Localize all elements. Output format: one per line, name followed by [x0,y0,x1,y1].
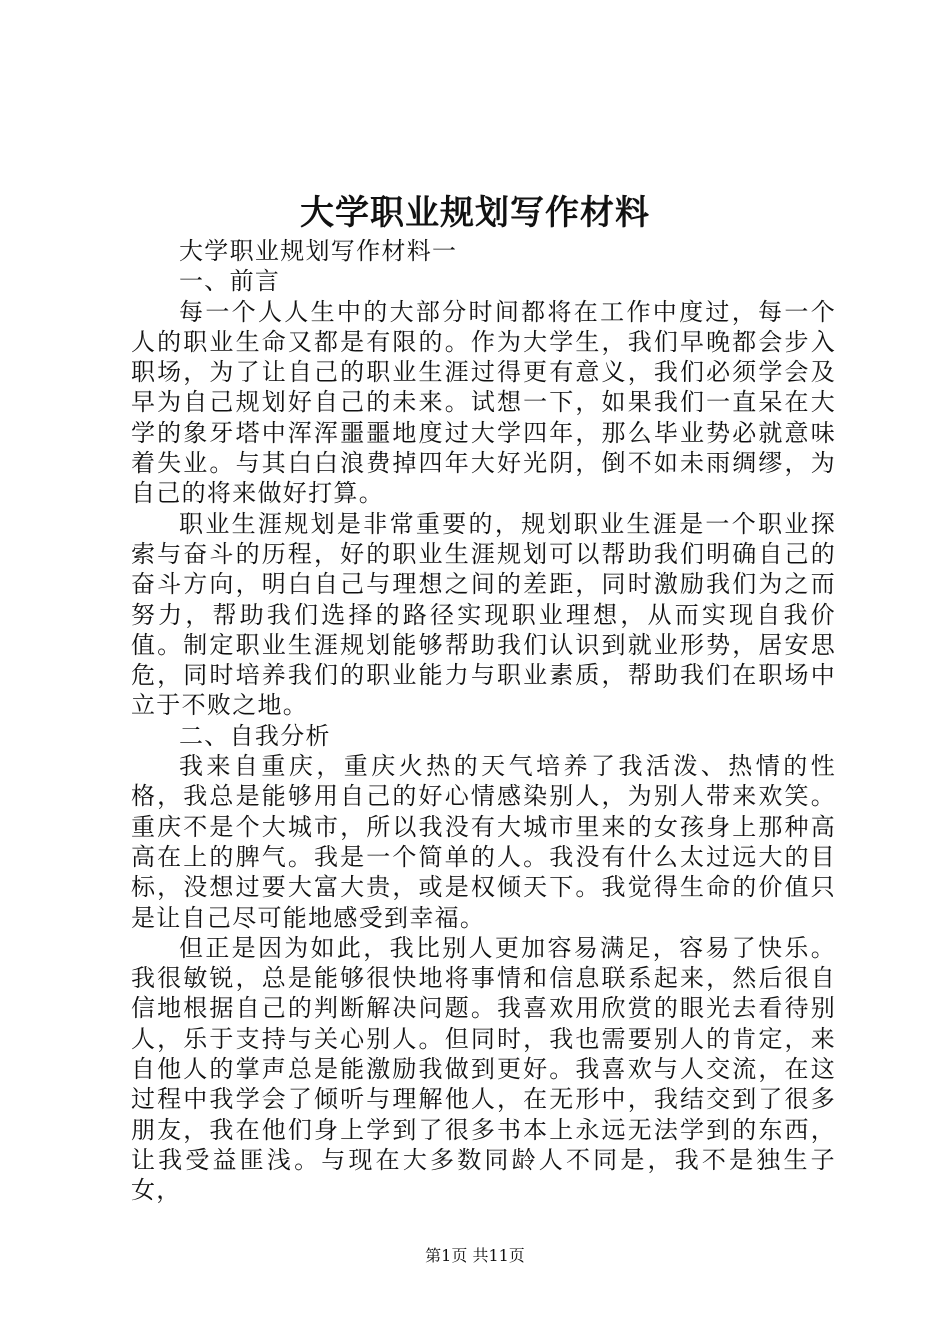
page-number-footer: 第1页 共11页 [425,1246,525,1265]
document-body [131,236,836,1206]
subtitle-paragraph: 大学职业规划写作材料一 [179,237,458,265]
document-title: 大学职业规划写作材料 [300,193,650,233]
section-heading-self-analysis: 二、自我分析 [179,721,331,750]
body-paragraph: 每一个人人生中的大部分时间都将在工作中度过，每一个人的职业生命又都是有限的。作为大学生，我们早晚都会步入职场，为了让自己的职业生涯过得更有意义，我们必须学会及早为自己规划好自己的未来。试想一下，如果我们一直呆在大学的象牙塔中浑浑噩噩地度过大学四年，那么毕业势必就意味着失业。与其白白浪费掉四年大好光阴，倒不如未雨绸缪，为自己的将来做好打算。 [131,297,836,508]
section-heading-preface: 一、前言 [179,267,281,296]
body-paragraph: 但正是因为如此，我比别人更加容易满足，容易了快乐。我很敏锐，总是能够很快地将事情和信息联系起来，然后很自信地根据自己的判断解决问题。我喜欢用欣赏的眼光去看待别人，乐于支持与关心别人。但同时，我也需要别人的肯定，来自他人的掌声总是能激励我做到更好。我喜欢与人交流，在这过程中我学会了倾听与理解他人，在无形中，我结交到了很多朋友，我在他们身上学到了很多书本上永远无法学到的东西，让我受益匪浅。与现在大多数同龄人不同是，我不是独生子女， [131,933,836,1205]
body-paragraph: 我来自重庆，重庆火热的天气培养了我活泼、热情的性格，我总是能够用自己的好心情感染别人，为别人带来欢笑。重庆不是个大城市，所以我没有大城市里来的女孩身上那种高高在上的脾气。我是一个简单的人。我没有什么太过远大的目标，没想过要大富大贵，或是权倾天下。我觉得生命的价值只是让自己尽可能地感受到幸福。 [131,752,836,932]
body-paragraph: 职业生涯规划是非常重要的，规划职业生涯是一个职业探索与奋斗的历程，好的职业生涯规划可以帮助我们明确自己的奋斗方向，明白自己与理想之间的差距，同时激励我们为之而努力，帮助我们选择的路径实现职业理想，从而实现自我价值。制定职业生涯规划能够帮助我们认识到就业形势，居安思危，同时培养我们的职业能力与职业素质，帮助我们在职场中立于不败之地。 [131,509,836,720]
